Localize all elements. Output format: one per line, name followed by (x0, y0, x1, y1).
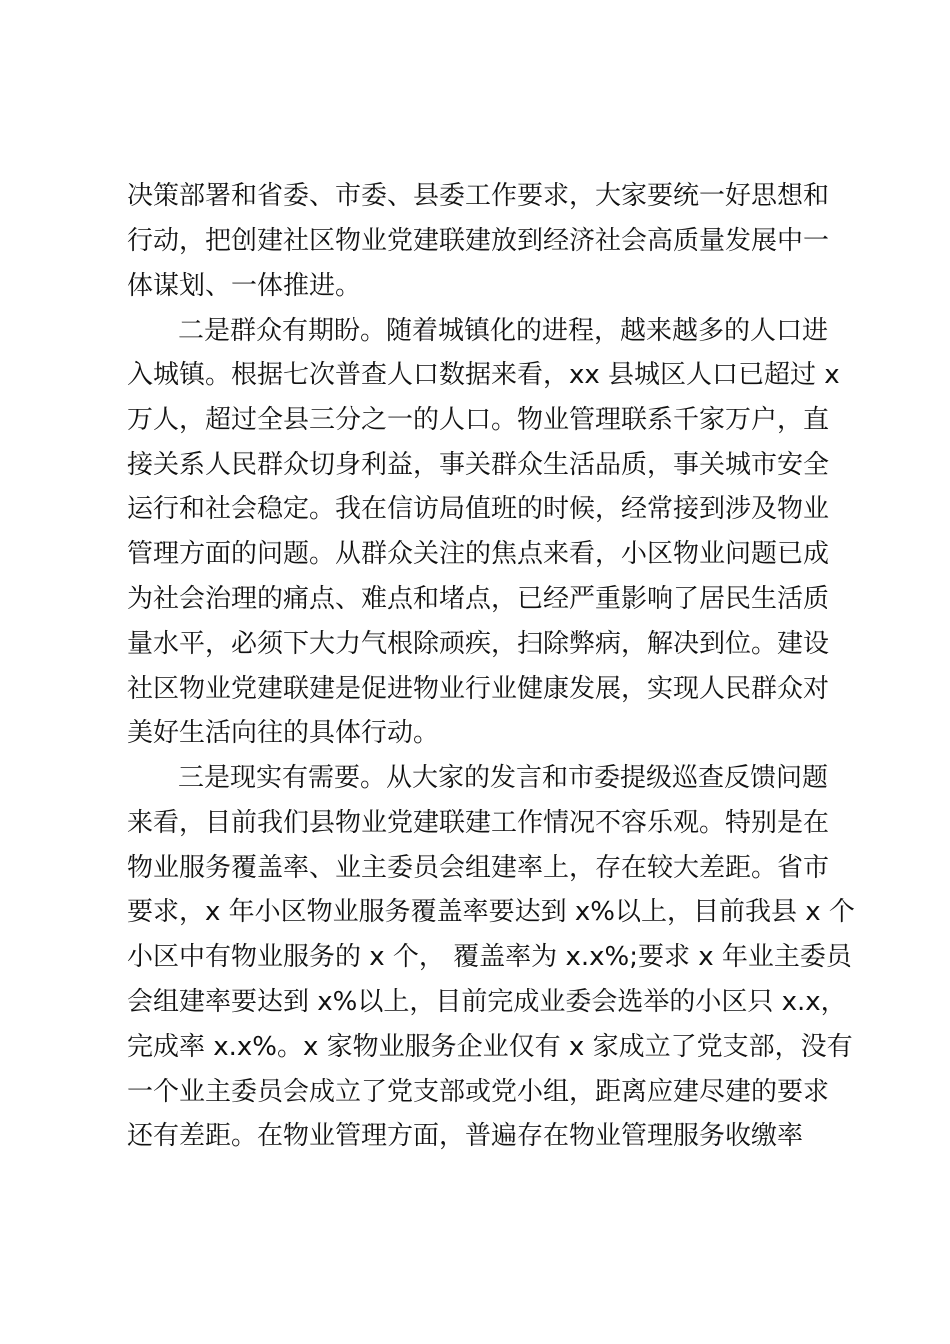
text-line: 会组建率要达到 x%以上，目前完成业委会选举的小区只 x.x， (127, 987, 847, 1017)
text-line: 一个业主委员会成立了党支部或党小组，距离应建尽建的要求 (127, 1077, 830, 1107)
text-line: 量水平，必须下大力气根除顽疾，扫除弊病，解决到位。建设 (127, 629, 830, 659)
text-line: 管理方面的问题。从群众关注的焦点来看，小区物业问题已成 (127, 539, 830, 569)
text-line: 运行和社会稳定。我在信访局值班的时候，经常接到涉及物业 (127, 494, 830, 524)
paragraph-first-line: 三是现实有需要。从大家的发言和市委提级巡查反馈问题 (178, 763, 829, 793)
text-line: 来看，目前我们县物业党建联建工作情况不容乐观。特别是在 (127, 808, 830, 838)
text-line: 万人，超过全县三分之一的人口。物业管理联系千家万户，直 (127, 405, 830, 435)
text-line: 还有差距。在物业管理方面，普遍存在物业管理服务收缴率 (127, 1121, 804, 1151)
text-line: 要求，x 年小区物业服务覆盖率要达到 x%以上，目前我县 x 个 (127, 897, 855, 927)
text-line: 小区中有物业服务的 x 个， 覆盖率为 x.x%;要求 x 年业主委员 (127, 942, 852, 972)
text-line: 行动，把创建社区物业党建联建放到经济社会高质量发展中一 (127, 226, 830, 256)
text-line: 美好生活向往的具体行动。 (127, 718, 440, 748)
text-line: 接关系人民群众切身利益，事关群众生活品质，事关城市安全 (127, 450, 830, 480)
text-line: 完成率 x.x%。x 家物业服务企业仅有 x 家成立了党支部，没有 (127, 1032, 853, 1062)
text-line: 体谋划、一体推进。 (127, 271, 362, 301)
text-line: 为社会治理的痛点、难点和堵点，已经严重影响了居民生活质 (127, 584, 830, 614)
text-line: 决策部署和省委、市委、县委工作要求，大家要统一好思想和 (127, 181, 830, 211)
text-line: 社区物业党建联建是促进物业行业健康发展，实现人民群众对 (127, 674, 830, 704)
text-line: 物业服务覆盖率、业主委员会组建率上，存在较大差距。省市 (127, 853, 830, 883)
text-line: 入城镇。根据七次普查人口数据来看，xx 县城区人口已超过 x (127, 360, 840, 390)
paragraph-first-line: 二是群众有期盼。随着城镇化的进程，越来越多的人口进 (178, 316, 829, 346)
